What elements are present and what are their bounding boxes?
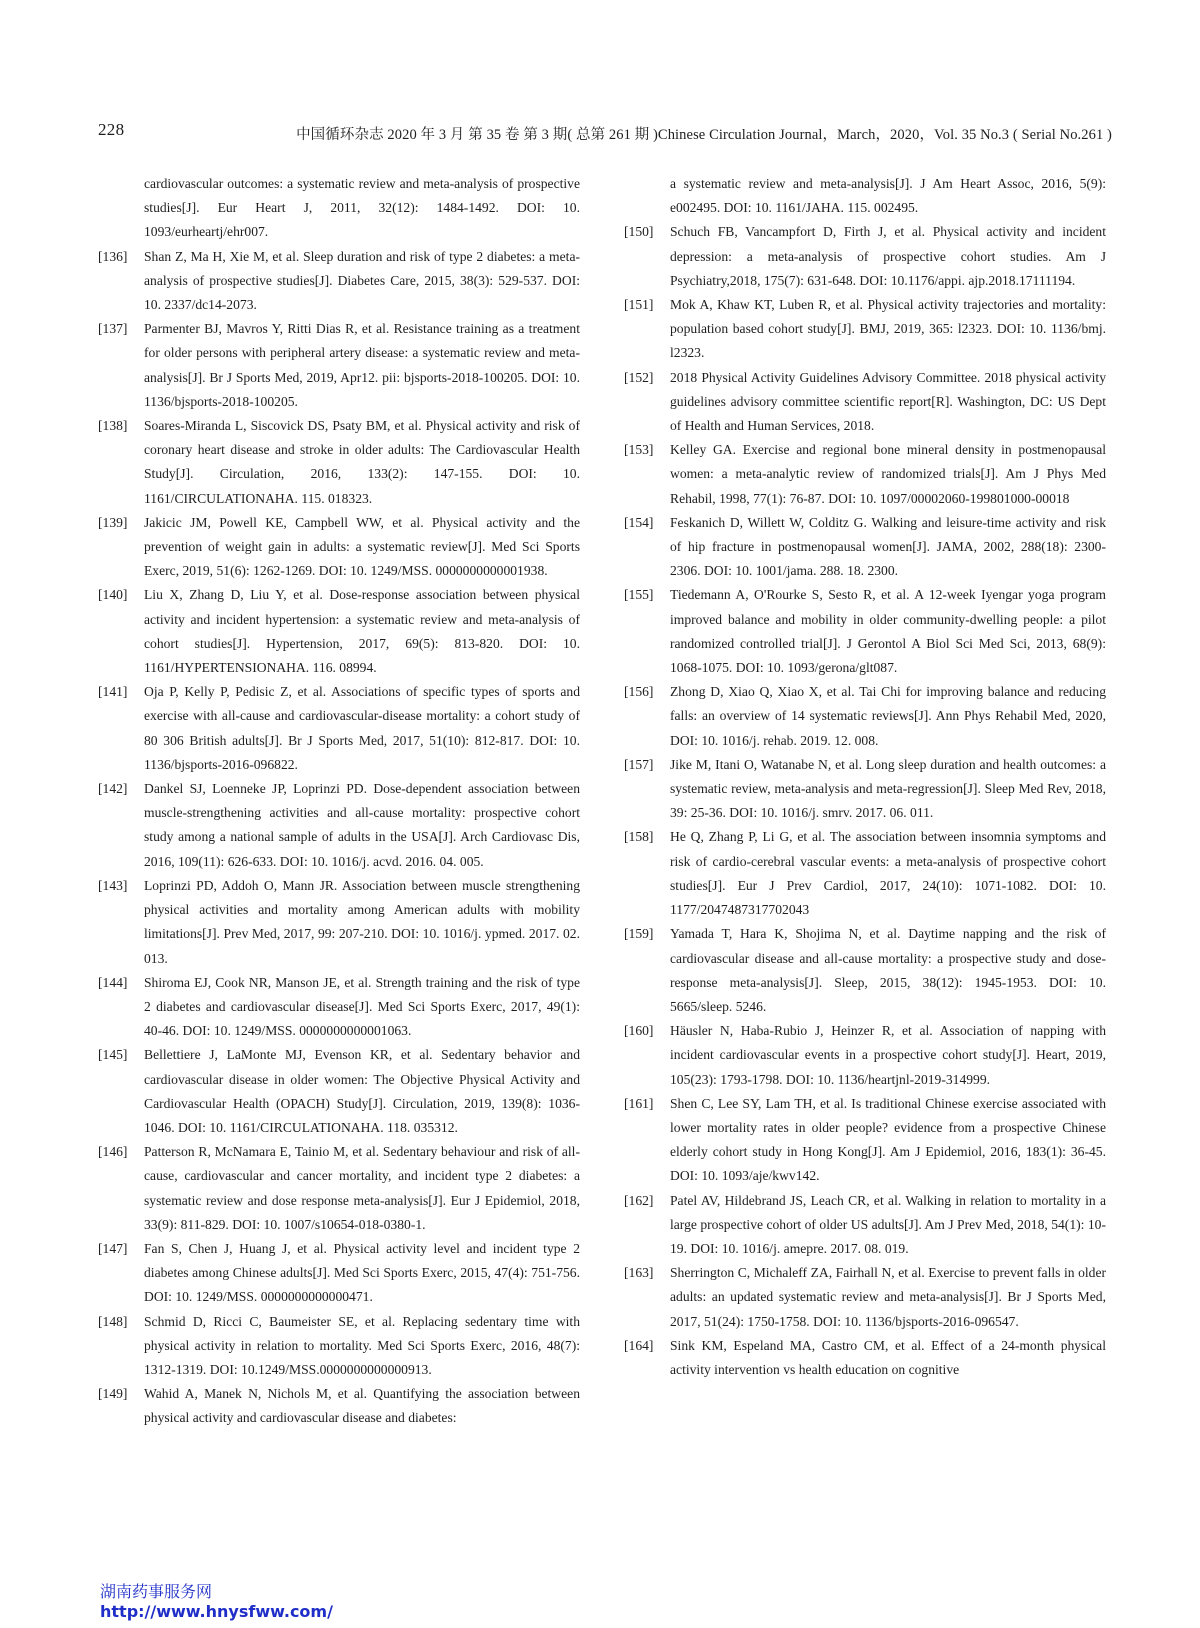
reference-entry — [98, 172, 580, 245]
reference-text: Fan S, Chen J, Huang J, et al. Physical activity level and incident type 2 diabetes among Chinese adults[J]. Med Sci Sports Exerc, 2015, 47(4): 751-756. DOI: 10. 1249/MSS. 0000000000000471. — [144, 1240, 580, 1305]
reference-text: Oja P, Kelly P, Pedisic Z, et al. Associations of specific types of sports and exercise with all-cause and cardiovascular-disease mortality: a cohort study of 80 306 British adults[J]. Br J Sports Med, 2017, 51(10): 812-817. DOI: 10. 1136/bjsports-2016-096822. — [144, 684, 580, 772]
reference-number: [136] — [98, 248, 128, 264]
reference-number: [144] — [98, 974, 128, 990]
reference-number: [148] — [98, 1313, 128, 1329]
reference-text: Patterson R, McNamara E, Tainio M, et al. Sedentary behaviour and risk of all-cause, cardiovascular and cancer mortality, and incident type 2 diabetes: a systematic review and dose response meta-analysis[J]. Eur J Epidemiol, 2018, 33(9): 811-829. DOI: 10. 1007/s10654-018-0380-1. — [144, 1144, 580, 1232]
reference-number: [137] — [98, 321, 128, 337]
running-head: 中国循环杂志 2020 年 3 月 第 35 卷 第 3 期( 总第 261 期 )Chinese Circulation Journal，March，2020，Vol. 35 No.3 ( Serial No.261 ) — [296, 127, 1112, 143]
reference-number: [152] — [624, 369, 654, 385]
reference-text: Sink KM, Espeland MA, Castro CM, et al. Effect of a 24-month physical activity intervention vs health education on cognitive — [670, 1337, 1106, 1377]
reference-entry — [624, 366, 1106, 439]
reference-entry — [624, 1092, 1106, 1189]
reference-text: Dankel SJ, Loenneke JP, Loprinzi PD. Dose-dependent association between muscle-strengthening activities and all-cause mortality: prospective cohort study among a national sample of adults in the USA[J]. Arch Cardiovasc Dis, 2016, 109(11): 626-633. DOI: 10. 1016/j. acvd. 2016. 04. 005. — [144, 781, 580, 869]
reference-number: [143] — [98, 877, 128, 893]
reference-number: [138] — [98, 418, 128, 434]
reference-number: [159] — [624, 926, 654, 942]
reference-entry — [98, 511, 580, 584]
reference-entry — [98, 1140, 580, 1237]
reference-text: Schmid D, Ricci C, Baumeister SE, et al. Replacing sedentary time with physical activity in relation to mortality. Med Sci Sports Exerc, 2016, 48(7): 1312-1319. DOI: 10.1249/MSS.0000000000000913. — [144, 1313, 580, 1377]
reference-number: [146] — [98, 1144, 128, 1160]
reference-entry — [624, 293, 1106, 366]
reference-text: Soares-Miranda L, Siscovick DS, Psaty BM, et al. Physical activity and risk of coronary heart disease and stroke in older adults: The Cardiovascular Health Study[J]. Circulation, 2016, 133(2): 147-155. DOI: 10. 1161/CIRCULATIONAHA. 115. 018323. — [144, 418, 580, 506]
reference-text: Zhong D, Xiao Q, Xiao X, et al. Tai Chi for improving balance and reducing falls: an overview of 14 systematic reviews[J]. Ann Phys Rehabil Med, 2020, DOI: 10. 1016/j. rehab. 2019. 12. 008. — [670, 684, 1106, 748]
reference-text: Shan Z, Ma H, Xie M, et al. Sleep duration and risk of type 2 diabetes: a meta-analysis of prospective studies[J]. Diabetes Care, 2015, 38(3): 529-537. DOI: 10. 2337/dc14-2073. — [144, 248, 580, 313]
reference-number: [158] — [624, 829, 654, 845]
reference-number: [153] — [624, 442, 654, 458]
reference-entry — [98, 971, 580, 1044]
reference-text: Sherrington C, Michaleff ZA, Fairhall N, et al. Exercise to prevent falls in older adults: an updated systematic review and meta-analysis[J]. Br J Sports Med, 2017, 51(24): 1750-1758. DOI: 10. 1136/bjsports-2016-096547. — [670, 1265, 1106, 1329]
watermark-url-link[interactable]: http://www.hnysfww.com/ — [100, 1602, 333, 1621]
reference-text: Tiedemann A, O'Rourke S, Sesto R, et al. A 12-week Iyengar yoga program improved balance and mobility in older community-dwelling people: a pilot randomized controlled trial[J]. J Gerontol A Biol Sci Med Sci, 2013, 68(9): 1068-1075. DOI: 10. 1093/gerona/glt087. — [670, 587, 1106, 676]
reference-column-right — [624, 172, 1106, 1382]
reference-number: [142] — [98, 781, 128, 797]
page-number: 228 — [98, 120, 125, 139]
reference-number: [160] — [624, 1023, 654, 1039]
reference-text: 2018 Physical Activity Guidelines Advisory Committee. 2018 physical activity guidelines advisory committee scientific report[R]. Washington, DC: US Dept of Health and Human Services, 2018. — [670, 369, 1106, 434]
reference-number: [154] — [624, 514, 654, 530]
reference-entry — [624, 583, 1106, 680]
watermark-site-name: 湖南药事服务网 — [100, 1582, 213, 1601]
reference-text: Jike M, Itani O, Watanabe N, et al. Long sleep duration and health outcomes: a systematic review, meta-analysis and meta-regression[J]. Sleep Med Rev, 2018, 39: 25-36. DOI: 10. 1016/j. smrv. 2017. 06. 011. — [670, 756, 1106, 821]
reference-text: Mok A, Khaw KT, Luben R, et al. Physical activity trajectories and mortality: population based cohort study[J]. BMJ, 2019, 365: l2323. DOI: 10. 1136/bmj. l2323. — [670, 297, 1106, 361]
reference-number: [145] — [98, 1047, 128, 1063]
reference-text: Shiroma EJ, Cook NR, Manson JE, et al. Strength training and the risk of type 2 diabetes and cardiovascular disease[J]. Med Sci Sports Exerc, 2017, 49(1): 40-46. DOI: 10. 1249/MSS. 0000000000001063. — [144, 974, 580, 1039]
reference-entry — [624, 1334, 1106, 1382]
reference-entry — [624, 172, 1106, 220]
reference-text: Häusler N, Haba-Rubio J, Heinzer R, et al. Association of napping with incident cardiovascular events in a prospective cohort study[J]. Heart, 2019, 105(23): 1793-1798. DOI: 10. 1136/heartjnl-2019-314999. — [670, 1023, 1106, 1087]
reference-number: [150] — [624, 224, 654, 240]
site-watermark — [100, 1582, 333, 1622]
reference-text: Yamada T, Hara K, Shojima N, et al. Daytime napping and the risk of cardiovascular disease and all-cause mortality: a prospective study and dose-response meta-analysis[J]. Sleep, 2015, 38(12): 1945-1953. DOI: 10. 5665/sleep. 5246. — [670, 926, 1106, 1014]
reference-entry — [98, 583, 580, 680]
reference-text: a systematic review and meta-analysis[J]. J Am Heart Assoc, 2016, 5(9): e002495. DOI: 10. 1161/JAHA. 115. 002495. — [670, 176, 1106, 216]
reference-text: Patel AV, Hildebrand JS, Leach CR, et al. Walking in relation to mortality in a large prospective cohort of older US adults[J]. Am J Prev Med, 2018, 54(1): 10-19. DOI: 10. 1016/j. amepre. 2017. 08. 019. — [670, 1192, 1106, 1256]
reference-entry — [98, 680, 580, 777]
reference-number: [155] — [624, 587, 654, 603]
reference-text: Loprinzi PD, Addoh O, Mann JR. Association between muscle strengthening physical activities and mortality among American adults with mobility limitations[J]. Prev Med, 2017, 99: 207-210. DOI: 10. 1016/j. ypmed. 2017. 02. 013. — [144, 877, 580, 966]
reference-entry — [98, 245, 580, 318]
reference-number: [141] — [98, 684, 128, 700]
reference-text: Parmenter BJ, Mavros Y, Ritti Dias R, et al. Resistance training as a treatment for older persons with peripheral artery disease: a systematic review and meta-analysis[J]. Br J Sports Med, 2019, Apr12. pii: bjsports-2018-100205. DOI: 10. 1136/bjsports-2018-100205. — [144, 321, 580, 409]
reference-entry — [98, 1310, 580, 1383]
reference-entry — [624, 753, 1106, 826]
reference-number: [163] — [624, 1265, 654, 1281]
reference-entry — [98, 874, 580, 971]
reference-entry — [624, 922, 1106, 1019]
reference-entry — [98, 1043, 580, 1140]
reference-entry — [624, 511, 1106, 584]
reference-text: Schuch FB, Vancampfort D, Firth J, et al. Physical activity and incident depression: a meta-analysis of prospective cohort studies. Am J Psychiatry,2018, 175(7): 631-648. DOI: 10.1176/appi. ajp.2018.17111194. — [670, 224, 1106, 288]
reference-number: [157] — [624, 756, 654, 772]
reference-number: [139] — [98, 514, 128, 530]
reference-number: [147] — [98, 1240, 128, 1256]
reference-entry — [624, 680, 1106, 753]
reference-number: [140] — [98, 587, 128, 603]
reference-entry — [624, 1019, 1106, 1092]
reference-entry — [624, 1189, 1106, 1262]
reference-entry — [98, 317, 580, 414]
reference-number: [156] — [624, 684, 654, 700]
reference-text: Bellettiere J, LaMonte MJ, Evenson KR, et al. Sedentary behavior and cardiovascular disease in older women: The Objective Physical Activity and Cardiovascular Health (OPACH) Study[J]. Circulation, 2019, 139(8): 1036-1046. DOI: 10. 1161/CIRCULATIONAHA. 118. 035312. — [144, 1047, 580, 1135]
reference-text: cardiovascular outcomes: a systematic review and meta-analysis of prospective studies[J]. Eur Heart J, 2011, 32(12): 1484-1492. DOI: 10. 1093/eurheartj/ehr007. — [144, 176, 580, 240]
reference-number: [149] — [98, 1386, 128, 1402]
reference-entry — [98, 414, 580, 511]
reference-text: Wahid A, Manek N, Nichols M, et al. Quantifying the association between physical activity and cardiovascular disease and diabetes: — [144, 1386, 580, 1426]
reference-column-left — [98, 172, 580, 1431]
reference-number: [164] — [624, 1337, 654, 1353]
reference-number: [151] — [624, 297, 654, 313]
reference-entry — [624, 220, 1106, 293]
reference-text: Kelley GA. Exercise and regional bone mineral density in postmenopausal women: a meta-analytic review of randomized trials[J]. Am J Phys Med Rehabil, 1998, 77(1): 76-87. DOI: 10. 1097/00002060-199801000-00018 — [670, 442, 1106, 506]
reference-entry — [98, 1237, 580, 1310]
reference-number: [161] — [624, 1095, 654, 1111]
reference-entry — [98, 777, 580, 874]
reference-number: [162] — [624, 1192, 654, 1208]
reference-entry — [624, 438, 1106, 511]
reference-text: He Q, Zhang P, Li G, et al. The association between insomnia symptoms and risk of cardio-cerebral vascular events: a meta-analysis of prospective cohort studies[J]. Eur J Prev Cardiol, 2017, 24(10): 1071-1082. DOI: 10. 1177/2047487317702043 — [670, 829, 1106, 918]
reference-entry — [98, 1382, 580, 1430]
reference-text: Liu X, Zhang D, Liu Y, et al. Dose-response association between physical activity and incident hypertension: a systematic review and meta-analysis of cohort studies[J]. Hypertension, 2017, 69(5): 813-820. DOI: 10. 1161/HYPERTENSIONAHA. 116. 08994. — [144, 587, 580, 676]
reference-entry — [624, 825, 1106, 922]
reference-entry — [624, 1261, 1106, 1334]
reference-text: Feskanich D, Willett W, Colditz G. Walking and leisure-time activity and risk of hip fracture in postmenopausal women[J]. JAMA, 2002, 288(18): 2300-2306. DOI: 10. 1001/jama. 288. 18. 2300. — [670, 514, 1106, 579]
reference-text: Shen C, Lee SY, Lam TH, et al. Is traditional Chinese exercise associated with lower mortality rates in older people? evidence from a prospective Chinese elderly cohort study in Hong Kong[J]. Am J Epidemiol, 2016, 183(1): 36-45. DOI: 10. 1093/aje/kwv142. — [670, 1095, 1106, 1184]
reference-text: Jakicic JM, Powell KE, Campbell WW, et al. Physical activity and the prevention of weight gain in adults: a systematic review[J]. Med Sci Sports Exerc, 2019, 51(6): 1262-1269. DOI: 10. 1249/MSS. 0000000000001938. — [144, 514, 580, 579]
